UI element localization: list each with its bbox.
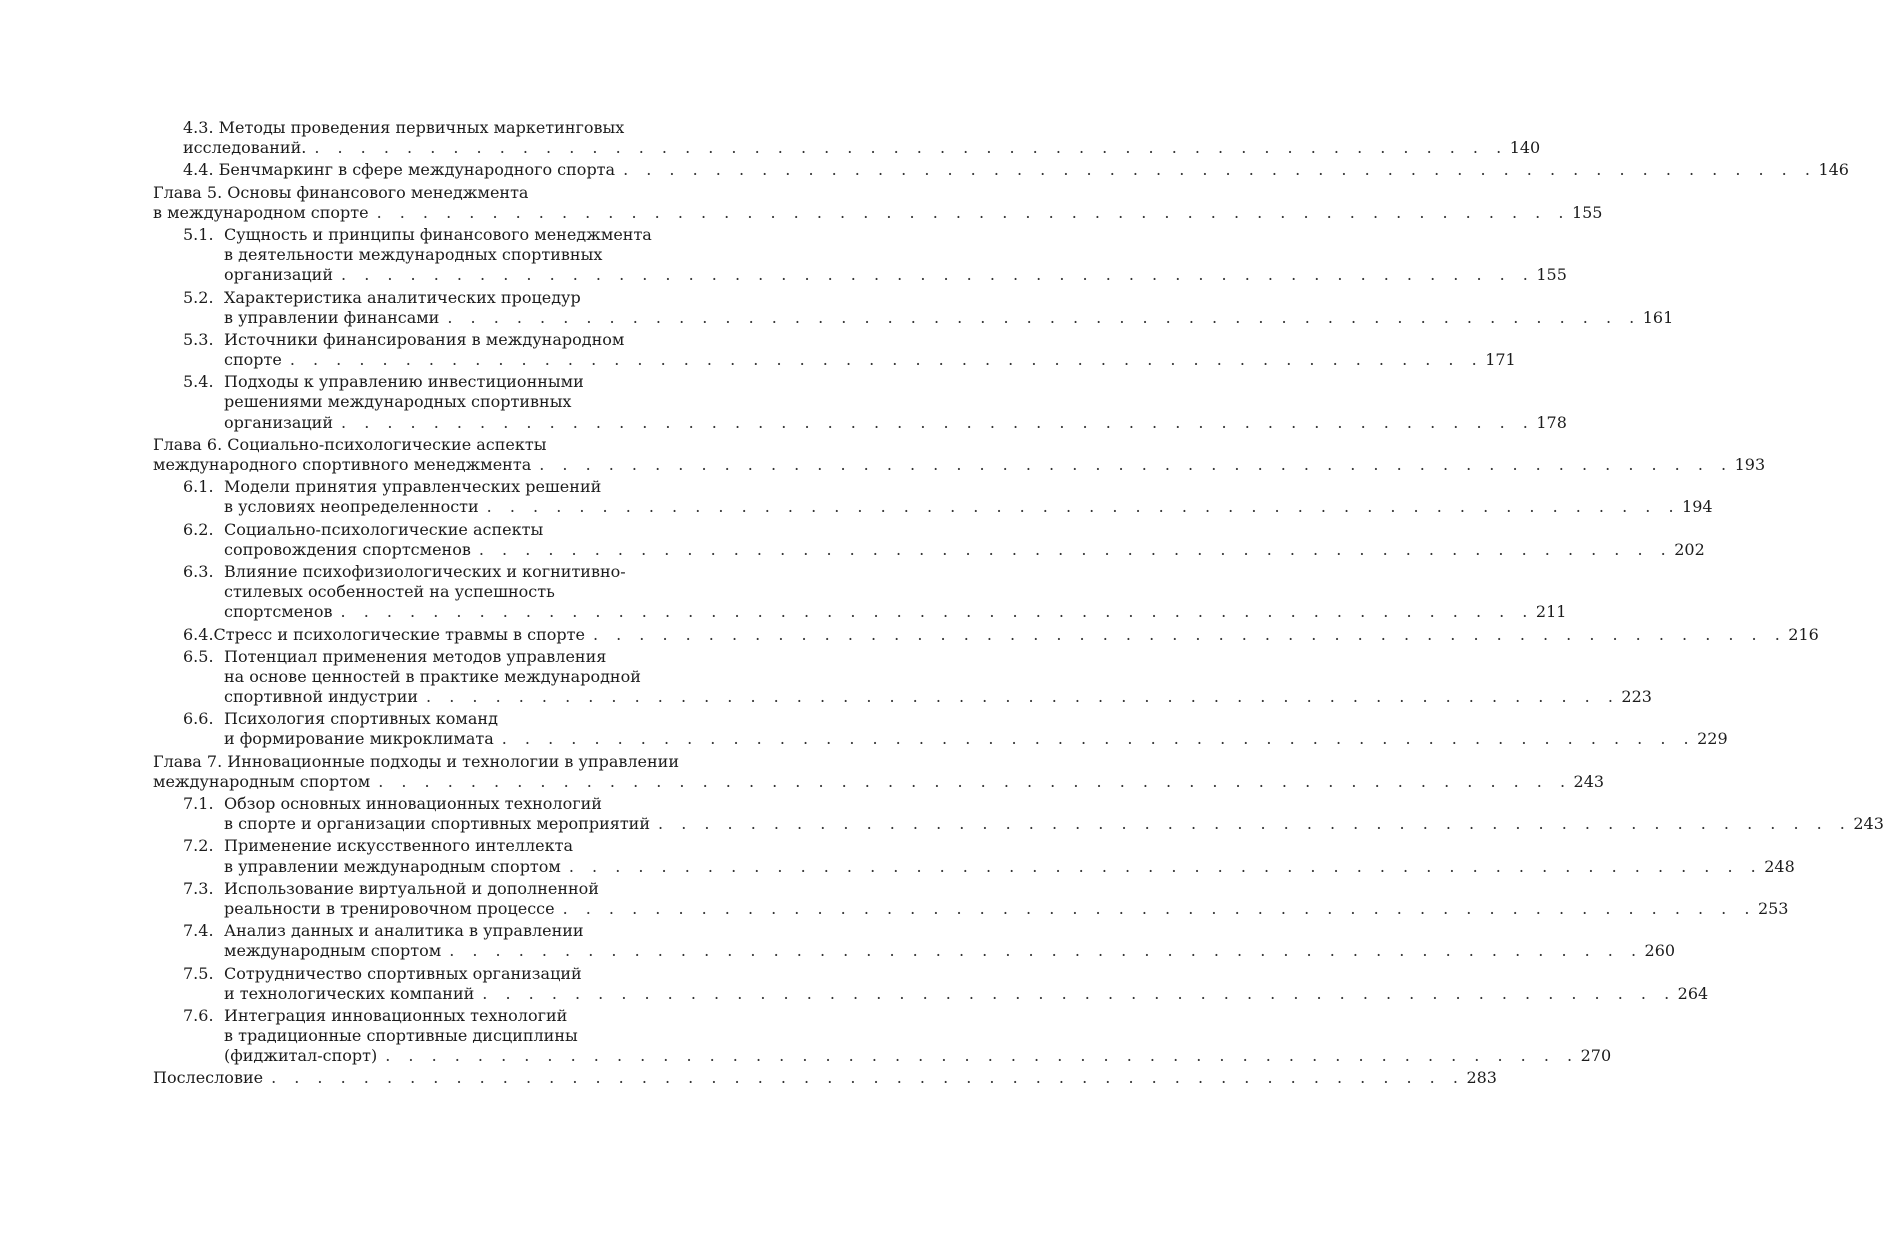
dot-leader: . . . . . . . . . . . . . . . . . . . . . . . . . . . . . . . . . . . . . . . . . . . . . . . . . . . .	[501, 729, 1696, 749]
page-number: 171	[1485, 350, 1516, 370]
section-number: 6.5.	[183, 646, 214, 666]
section-number: 6.1.	[183, 477, 214, 497]
section-number: 7.6.	[183, 1005, 214, 1025]
dot-leader: . . . . . . . . . . . . . . . . . . . . . . . . . . . . . . . . . . . . . . . . . . . . . . . . . . . .	[314, 138, 1508, 158]
toc-line	[153, 983, 1709, 1004]
page-number: 243	[1573, 771, 1605, 791]
toc-line	[153, 814, 1884, 834]
page-number: 193	[1734, 455, 1766, 474]
toc-entry-title: Применение искусственного интеллекта	[224, 836, 573, 856]
page-number: 248	[1764, 856, 1795, 876]
toc-section-entry	[153, 561, 1567, 623]
section-number: 6.6.	[183, 709, 214, 729]
toc-section-entry	[153, 224, 1567, 286]
toc-line	[153, 520, 741, 540]
section-number: 7.3.	[183, 878, 214, 898]
page-number: 155	[1536, 265, 1567, 285]
section-number: 5.2.	[183, 287, 214, 307]
toc-entry-title: Влияние психофизиологических и когнитивно-	[224, 561, 626, 581]
toc-entry-title: в управлении международным спортом	[224, 856, 561, 876]
toc-line	[153, 602, 1567, 622]
toc-entry-title: Модели принятия управленческих решений	[224, 477, 602, 497]
toc-line	[153, 435, 741, 455]
toc-entry-title: 4.4. Бенчмаркинг в сфере международного спорта	[183, 160, 616, 180]
toc-line	[153, 118, 741, 138]
toc-entry-title: международного спортивного менеджмента	[153, 455, 532, 474]
section-number: 7.2.	[183, 836, 214, 856]
toc-line	[153, 307, 1674, 328]
toc-entry-title: исследований.	[183, 138, 307, 158]
toc-line	[153, 836, 741, 856]
toc-line	[153, 1068, 1497, 1088]
toc-line	[153, 964, 741, 984]
page-number: 140	[1509, 138, 1541, 158]
section-number: 6.3.	[183, 561, 214, 581]
dot-leader: . . . . . . . . . . . . . . . . . . . . . . . . . . . . . . . . . . . . . . . . . . . . . . . . . . . .	[426, 687, 1620, 707]
toc-line	[153, 667, 741, 687]
toc-entry-title: Глава 6. Социально-психологические аспекты	[153, 434, 547, 454]
section-number: 5.4.	[183, 372, 214, 392]
dot-leader: . . . . . . . . . . . . . . . . . . . . . . . . . . . . . . . . . . . . . . . . . . . . . . . . . . . .	[447, 307, 1641, 327]
toc-section-entry	[153, 477, 1713, 517]
page-number: 283	[1466, 1068, 1497, 1088]
section-number: 7.1.	[183, 794, 214, 813]
section-number: 5.1.	[183, 224, 214, 244]
toc-line	[153, 1006, 741, 1026]
dot-leader: . . . . . . . . . . . . . . . . . . . . . . . . . . . . . . . . . . . . . . . . . . . . . . . . . . . .	[385, 1046, 1579, 1066]
toc-entry-title: в международном спорте	[153, 202, 369, 222]
toc-line	[153, 624, 1819, 645]
toc-section-entry	[153, 836, 1795, 876]
page-number: 270	[1580, 1046, 1612, 1066]
dot-leader: . . . . . . . . . . . . . . . . . . . . . . . . . . . . . . . . . . . . . . . . . . . . . . . . . . . .	[486, 497, 1681, 517]
toc-entry-title: на основе ценностей в практике международной	[224, 666, 641, 686]
toc-section-entry	[153, 160, 1849, 180]
toc-line	[153, 350, 1516, 370]
page-number: 223	[1621, 687, 1652, 707]
dot-leader: . . . . . . . . . . . . . . . . . . . . . . . . . . . . . . . . . . . . . . . . . . . . . . . . . . . .	[623, 160, 1817, 180]
toc-entry-title: (фиджитал-спорт)	[224, 1046, 378, 1066]
toc-line	[153, 455, 1766, 475]
dot-leader: . . . . . . . . . . . . . . . . . . . . . . . . . . . . . . . . . . . . . . . . . . . . . . . . . . . .	[340, 602, 1534, 622]
page-number: 260	[1644, 941, 1676, 961]
toc-entry-title: Потенциал применения методов управления	[224, 646, 607, 666]
toc-entry-title: организаций	[224, 412, 334, 432]
toc-chapter-entry	[153, 751, 1605, 792]
toc-line	[153, 729, 1728, 749]
section-number: 7.4.	[183, 921, 214, 941]
page-number: 243	[1853, 814, 1884, 834]
toc-line	[153, 921, 741, 941]
section-number: 7.5.	[183, 963, 214, 983]
toc-entry-title: и технологических компаний	[224, 983, 475, 1003]
toc-entry-title: Характеристика аналитических процедур	[224, 287, 581, 307]
page-number: 211	[1535, 602, 1567, 622]
toc-section-entry	[153, 118, 1541, 158]
dot-leader: . . . . . . . . . . . . . . . . . . . . . . . . . . . . . . . . . . . . . . . . . . . . . . . . . . . .	[562, 898, 1756, 918]
toc-section-entry	[153, 624, 1819, 645]
toc-entry-title: Социально-психологические аспекты	[224, 519, 544, 539]
toc-section-entry	[153, 287, 1674, 328]
toc-line	[153, 898, 1789, 919]
page-number: 178	[1536, 412, 1567, 432]
toc-line	[153, 941, 1676, 961]
page-number: 253	[1757, 898, 1789, 918]
toc-entry-title: Глава 7. Инновационные подходы и технологии в управлении	[153, 751, 679, 771]
dot-leader: . . . . . . . . . . . . . . . . . . . . . . . . . . . . . . . . . . . . . . . . . . . . . . . . . . . .	[449, 941, 1643, 961]
page-number: 155	[1571, 202, 1603, 222]
dot-leader: . . . . . . . . . . . . . . . . . . . . . . . . . . . . . . . . . . . . . . . . . . . . . . . . . . . .	[568, 856, 1763, 876]
toc-section-entry	[153, 646, 1652, 708]
toc-entry-title: стилевых особенностей на успешность	[224, 582, 555, 602]
dot-leader: . . . . . . . . . . . . . . . . . . . . . . . . . . . . . . . . . . . . . . . . . . . . . . . . . . . .	[341, 412, 1535, 432]
dot-leader: . . . . . . . . . . . . . . . . . . . . . . . . . . . . . . . . . . . . . . . . . . . . . . . . . . . .	[376, 202, 1570, 222]
dot-leader: . . . . . . . . . . . . . . . . . . . . . . . . . . . . . . . . . . . . . . . . . . . . . . . . . . . .	[271, 1068, 1465, 1088]
toc-entry-title: в управлении финансами	[224, 307, 440, 327]
toc-line	[153, 856, 1795, 877]
toc-line	[153, 183, 741, 203]
page-number: 194	[1682, 497, 1713, 517]
section-number: 6.2.	[183, 519, 214, 539]
toc-line	[153, 160, 1849, 180]
toc-entry-title: 4.3. Методы проведения первичных маркетинговых	[183, 118, 625, 137]
toc-section-entry	[153, 329, 1516, 370]
toc-line	[153, 138, 1541, 158]
dot-leader: . . . . . . . . . . . . . . . . . . . . . . . . . . . . . . . . . . . . . . . . . . . . . . . . . . . .	[289, 350, 1484, 370]
toc-entry-title: в традиционные спортивные дисциплины	[224, 1026, 578, 1046]
dot-leader: . . . . . . . . . . . . . . . . . . . . . . . . . . . . . . . . . . . . . . . . . . . . . . . . . . . .	[341, 265, 1535, 285]
toc-section-entry	[153, 372, 1567, 433]
toc-section-entry	[153, 1005, 1612, 1067]
section-number: 5.3.	[183, 329, 214, 349]
toc-entry-title: Сотрудничество спортивных организаций	[224, 963, 582, 983]
toc-entry-title: спортивной индустрии	[224, 687, 419, 707]
toc-section-entry	[153, 794, 1884, 834]
toc-line	[153, 245, 741, 265]
toc-section-entry	[153, 963, 1709, 1004]
toc-section-entry	[153, 519, 1705, 560]
toc-chapter-entry	[153, 1068, 1497, 1088]
toc-entry-title: решениями международных спортивных	[224, 392, 572, 412]
section-number: 6.4.	[183, 624, 214, 644]
toc-entry-title: и формирование микроклимата	[224, 729, 494, 749]
page-number: 202	[1674, 539, 1705, 559]
toc-line	[153, 265, 1567, 285]
toc-section-entry	[153, 878, 1789, 919]
page-number: 161	[1642, 307, 1674, 327]
toc-entry-title: международным спортом	[224, 941, 442, 961]
toc-entry-title: Сущность и принципы финансового менеджмента	[224, 224, 652, 244]
toc-line	[153, 1046, 1612, 1066]
dot-leader: . . . . . . . . . . . . . . . . . . . . . . . . . . . . . . . . . . . . . . . . . . . . . . . . . . . .	[378, 771, 1572, 791]
toc-line	[153, 582, 741, 602]
toc-line	[153, 647, 741, 667]
toc-entry-title: Послесловие	[153, 1068, 264, 1088]
toc-line	[153, 879, 741, 899]
toc-line	[153, 539, 1705, 560]
toc-entry-title: международным спортом	[153, 771, 371, 791]
toc-section-entry	[153, 921, 1676, 961]
toc-entry-title: в деятельности международных спортивных	[224, 245, 603, 265]
toc-entry-title: в спорте и организации спортивных мероприятий	[224, 814, 651, 834]
toc-chapter-entry	[153, 182, 1603, 223]
toc-section-entry	[153, 709, 1728, 749]
toc-line	[153, 709, 741, 729]
toc-line	[153, 202, 1603, 223]
toc-entry-title: Источники финансирования в международном	[224, 329, 625, 349]
toc-line	[153, 1026, 741, 1046]
toc-chapter-entry	[153, 434, 1766, 475]
page-number: 216	[1788, 624, 1819, 644]
toc-line	[153, 562, 741, 582]
toc-entry-title: организаций	[224, 265, 334, 285]
dot-leader: . . . . . . . . . . . . . . . . . . . . . . . . . . . . . . . . . . . . . . . . . . . . . . . . . . . .	[478, 539, 1673, 559]
toc-entry-title: Подходы к управлению инвестиционными	[224, 372, 584, 392]
page-number: 264	[1677, 983, 1709, 1003]
table-of-contents	[153, 118, 1884, 1091]
toc-entry-title: спортсменов	[224, 602, 333, 622]
toc-line	[153, 771, 1605, 792]
toc-line	[153, 477, 741, 497]
toc-entry-title: реальности в тренировочном процессе	[224, 898, 555, 918]
toc-line	[153, 330, 741, 350]
toc-entry-title: сопровождения спортсменов	[224, 539, 471, 559]
toc-line	[153, 412, 1567, 433]
toc-entry-title: Использование виртуальной и дополненной	[224, 878, 599, 898]
toc-entry-title: Стресс и психологические травмы в спорте	[213, 624, 585, 644]
toc-entry-title: Обзор основных инновационных технологий	[224, 794, 602, 813]
toc-line	[153, 225, 741, 245]
toc-entry-title: Анализ данных и аналитика в управлении	[224, 921, 584, 941]
page-number: 229	[1697, 729, 1728, 749]
toc-entry-title: спорте	[224, 350, 282, 370]
page-number: 146	[1818, 160, 1849, 180]
toc-line	[153, 794, 741, 814]
dot-leader: . . . . . . . . . . . . . . . . . . . . . . . . . . . . . . . . . . . . . . . . . . . . . . . . . . . .	[539, 455, 1733, 474]
toc-line	[153, 392, 741, 412]
toc-line	[153, 288, 741, 308]
toc-line	[153, 497, 1713, 517]
toc-entry-title: Глава 5. Основы финансового менеджмента	[153, 182, 529, 202]
toc-entry-title: Психология спортивных команд	[224, 709, 498, 729]
toc-entry-title: в условиях неопределенности	[224, 497, 479, 517]
toc-line	[153, 372, 741, 392]
dot-leader: . . . . . . . . . . . . . . . . . . . . . . . . . . . . . . . . . . . . . . . . . . . . . . . . . . . .	[592, 624, 1787, 644]
toc-entry-title: Интеграция инновационных технологий	[224, 1005, 568, 1025]
toc-line	[153, 752, 741, 772]
dot-leader: . . . . . . . . . . . . . . . . . . . . . . . . . . . . . . . . . . . . . . . . . . . . . . . . . . . .	[658, 814, 1852, 834]
toc-line	[153, 687, 1652, 707]
dot-leader: . . . . . . . . . . . . . . . . . . . . . . . . . . . . . . . . . . . . . . . . . . . . . . . . . . . .	[482, 983, 1676, 1003]
